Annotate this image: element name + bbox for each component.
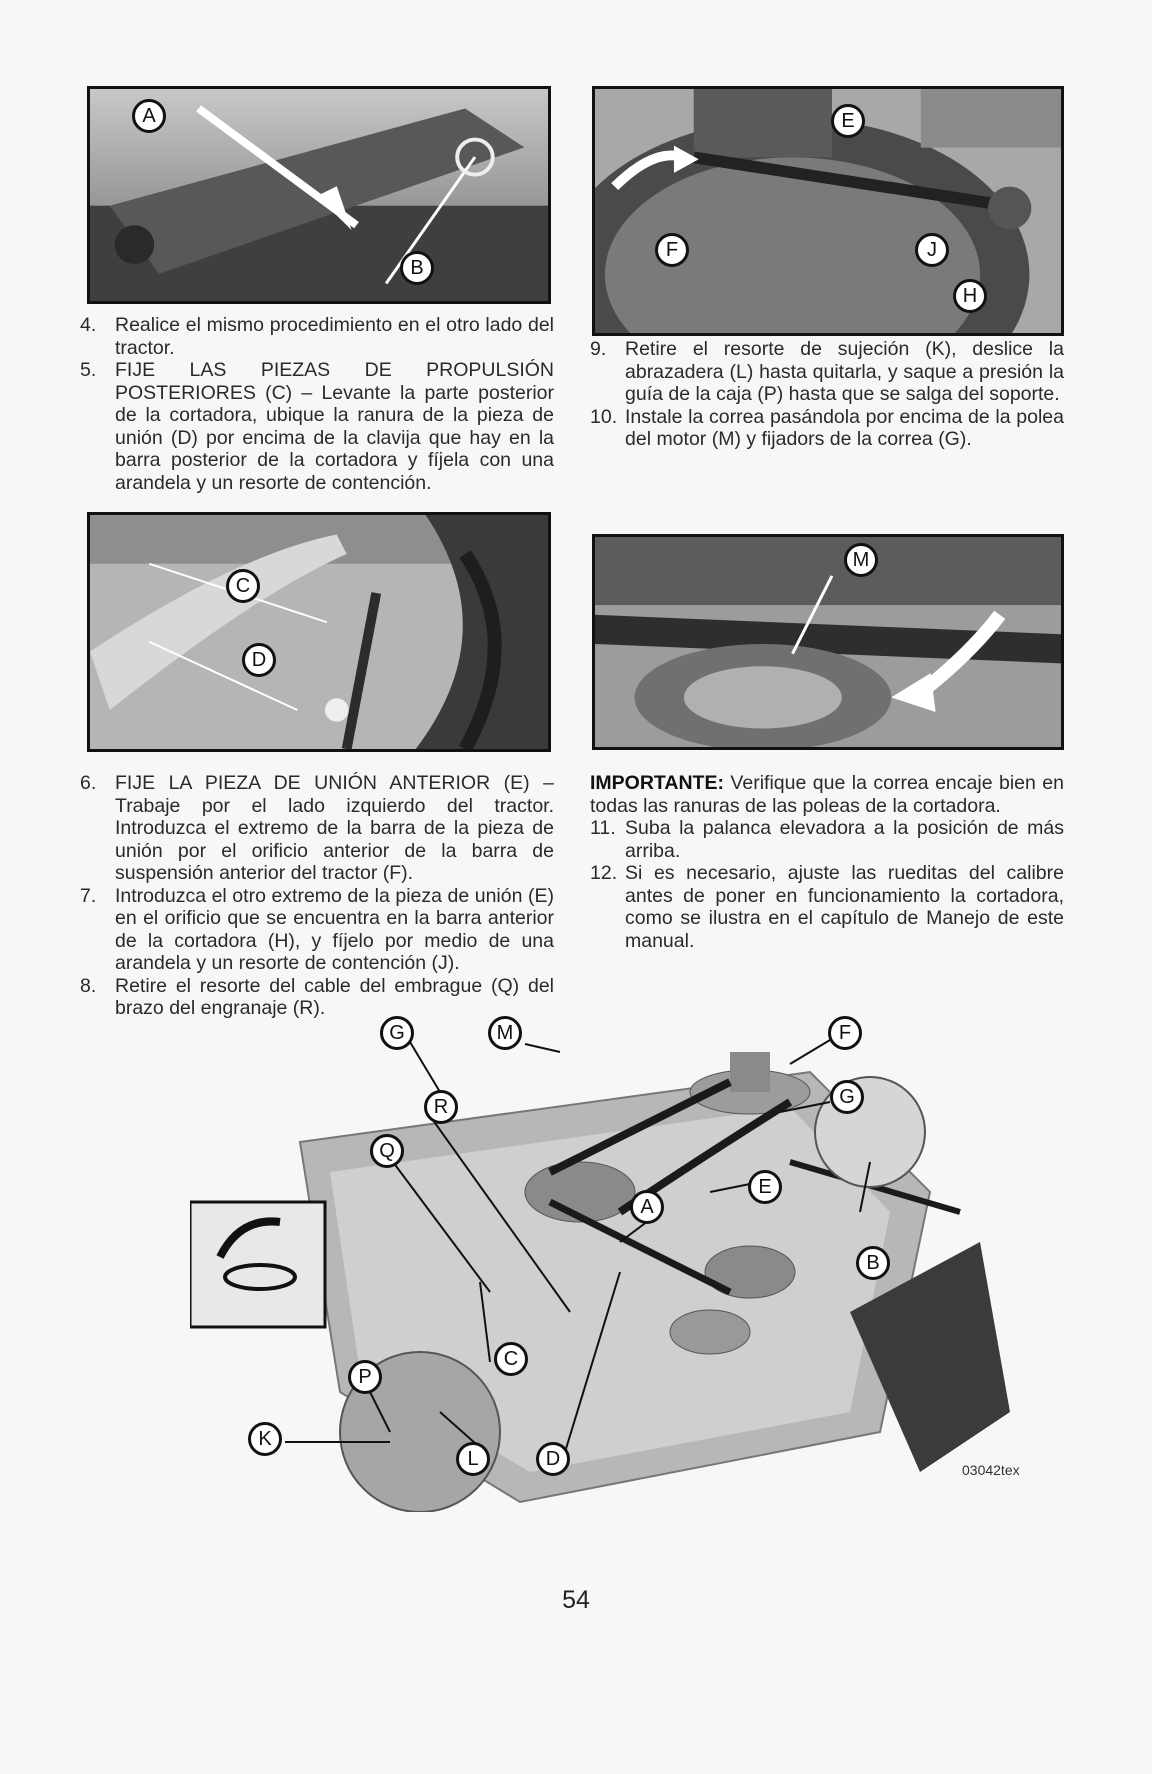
step-number: 8. — [80, 974, 97, 997]
step-number: 9. — [590, 338, 607, 360]
callout-e-deck: E — [748, 1170, 782, 1204]
right-steps-9-10 — [590, 338, 1064, 451]
callout-a-deck: A — [630, 1190, 664, 1224]
callout-r: R — [424, 1090, 458, 1124]
photo-rear-link-pin — [87, 86, 551, 304]
step-number: 5. — [80, 359, 97, 381]
callout-g-right: G — [830, 1080, 864, 1114]
callout-f: F — [655, 233, 689, 267]
right-important-steps — [590, 772, 1064, 952]
step-4 — [80, 314, 554, 359]
step-text: Si es necesario, ajuste las rueditas del calibre antes de poner en funcionamiento la cortadora, como se ilustra en el capítulo de Manejo de este manual. — [625, 862, 1064, 952]
callout-m-top: M — [488, 1016, 522, 1050]
page-number: 54 — [562, 1586, 590, 1614]
callout-k: K — [248, 1422, 282, 1456]
callout-m: M — [844, 543, 878, 577]
important-label: IMPORTANTE: — [590, 772, 724, 794]
step-9 — [590, 338, 1064, 406]
step-text: Retire el resorte del cable del embrague (Q) del brazo del engranaje (R). — [115, 974, 554, 1019]
callout-l: L — [456, 1442, 490, 1476]
callout-j: J — [915, 233, 949, 267]
callout-e: E — [831, 104, 865, 138]
step-text: Retire el resorte de sujeción (K), deslice la abrazadera (L) hasta quitarla, y saque a presión la guía de la caja (P) hasta que se salga del soporte. — [625, 338, 1064, 405]
photo-front-link — [592, 86, 1064, 336]
callout-p: P — [348, 1360, 382, 1394]
photo-rear-drafts — [87, 512, 551, 752]
figure-code: 03042tex — [962, 1462, 1020, 1478]
callout-c: C — [226, 569, 260, 603]
step-11 — [590, 817, 1064, 862]
step-number: 10. — [590, 405, 618, 428]
callout-d: D — [242, 643, 276, 677]
callout-d-deck: D — [536, 1442, 570, 1476]
step-5 — [80, 359, 554, 494]
mower-deck-diagram — [190, 1012, 1070, 1512]
left-steps-4-5 — [80, 314, 554, 494]
left-steps-6-8 — [80, 772, 554, 1020]
callout-b: B — [400, 251, 434, 285]
step-text: Realice el mismo procedimiento en el otro lado del tractor. — [115, 314, 554, 359]
mower-deck-drawing — [190, 1012, 1070, 1512]
step-10 — [590, 406, 1064, 451]
step-text: Instale la correa pasándola por encima de la polea del motor (M) y fijadors de la correa (G). — [625, 405, 1064, 450]
callout-q: Q — [370, 1134, 404, 1168]
step-number: 6. — [80, 772, 97, 794]
step-number: 4. — [80, 314, 97, 336]
photo-2-image — [595, 89, 1061, 333]
important-note — [590, 772, 1064, 817]
callout-a: A — [132, 99, 166, 133]
step-12 — [590, 862, 1064, 952]
photo-motor-pulley — [592, 534, 1064, 750]
callout-g-top: G — [380, 1016, 414, 1050]
step-text: FIJE LAS PIEZAS DE PROPULSIÓN POSTERIORES (C) – Levante la parte posterior de la cortadora, ubique la ranura de la pieza de unión (D) por encima de la clavija que hay en la barra posterior de la cortadora y fíjela con una arandela y un resorte de contención. — [115, 359, 554, 494]
photo-3-image — [90, 515, 548, 749]
step-number: 7. — [80, 884, 97, 907]
step-number: 11. — [590, 817, 616, 839]
callout-f-top: F — [828, 1016, 862, 1050]
step-text: Suba la palanca elevadora a la posición de más arriba. — [625, 817, 1064, 862]
step-text: FIJE LA PIEZA DE UNIÓN ANTERIOR (E) – Trabaje por el lado izquierdo del tractor. Introduzca el extremo de la barra de la pieza de unión por el orificio anterior de la barra de suspensión anterior del tractor (F). — [115, 772, 554, 884]
step-6 — [80, 772, 554, 885]
callout-b-deck: B — [856, 1246, 890, 1280]
step-7 — [80, 885, 554, 975]
callout-c-deck: C — [494, 1342, 528, 1376]
callout-h: H — [953, 279, 987, 313]
important-text: Verifique que la correa encaje bien en todas las ranuras de las poleas de la cortadora. — [590, 772, 1064, 817]
step-number: 12. — [590, 862, 618, 884]
step-text: Introduzca el otro extremo de la pieza de unión (E) en el orificio que se encuentra en la barra anterior de la cortadora (H), y fíjelo por medio de una arandela y un resorte de contención (J). — [115, 884, 554, 974]
photo-4-image — [595, 537, 1061, 747]
